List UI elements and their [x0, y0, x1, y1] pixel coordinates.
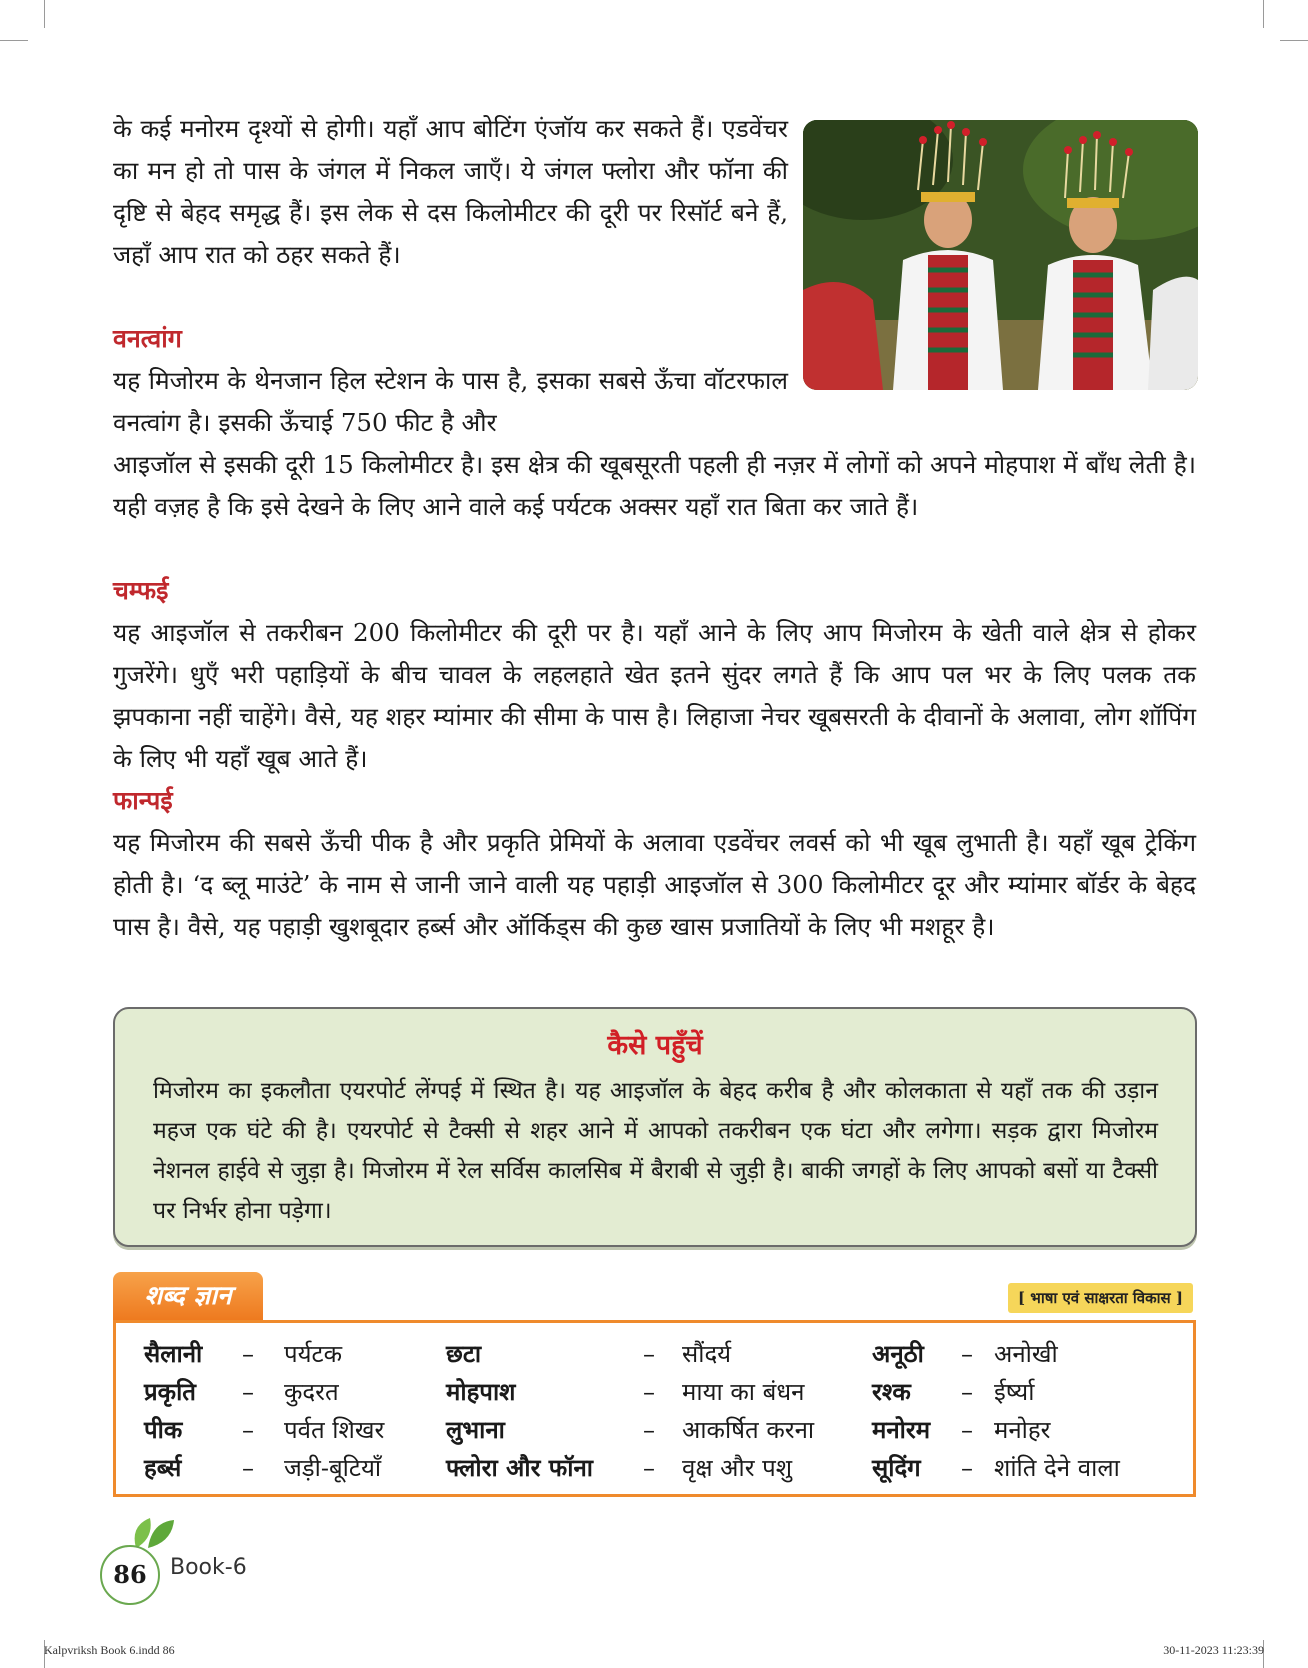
- vocab-meaning: पर्वत शिखर: [284, 1416, 385, 1444]
- vantawang-paragraph-top: यह मिजोरम के थेनजान हिल स्टेशन के पास है, इसका सबसे ऊँचा वॉटरफाल वनत्वांग है। इसकी ऊँचाई 750 फीट है और: [113, 366, 788, 437]
- vocab-dash: –: [643, 1340, 655, 1368]
- vocab-meaning: पर्यटक: [284, 1340, 343, 1368]
- vocab-term: लुभाना: [446, 1415, 505, 1444]
- vocab-dash: –: [961, 1416, 973, 1444]
- vocab-dash: –: [961, 1340, 973, 1368]
- vocab-meaning: मनोहर: [994, 1416, 1051, 1444]
- dancers-illustration: [803, 120, 1198, 390]
- vocab-row: [116, 1335, 1193, 1373]
- vocab-dash: –: [242, 1340, 254, 1368]
- vocab-dash: –: [643, 1454, 655, 1482]
- vocab-term: पीक: [144, 1415, 183, 1444]
- vocab-term: मनोरम: [872, 1415, 931, 1444]
- vocab-term: अनूठी: [872, 1339, 924, 1368]
- intro-paragraph: के कई मनोरम दृश्यों से होगी। यहाँ आप बोटिंग एंजॉय कर सकते हैं। एडवेंचर का मन हो तो पास के जंगल में निकल जाएँ। ये जंगल फ्लोरा और फॉना की दृष्टि से बेहद समृद्ध हैं। इस लेक से दस किलोमीटर की दूरी पर रिसॉर्ट बने हैं, जहाँ आप रात को ठहर सकते हैं।: [113, 114, 788, 269]
- vocab-dash: –: [643, 1416, 655, 1444]
- vocab-row: [116, 1411, 1193, 1449]
- vocab-dash: –: [643, 1378, 655, 1406]
- how-to-reach-text: मिजोरम का इकलौता एयरपोर्ट लेंग्पई में स्थित है। यह आइजॉल के बेहद करीब है और कोलकाता से यहाँ तक की उड़ान महज एक घंटे की है। एयरपोर्ट से टैक्सी से शहर आने में आपको तकरीबन एक घंटा और लगेगा। सड़क द्वारा मिजोरम नेशनल हाईवे से जुड़ा है। मिजोरम में रेल सर्विस कालसिब में बैराबी से जुड़ी है। बाकी जगहों के लिए आपको बसों या टैक्सी पर निर्भर होना पड़ेगा।: [153, 1078, 1158, 1224]
- vocab-term: फ्लोरा और फॉना: [446, 1453, 594, 1482]
- vocab-meaning: वृक्ष और पशु: [682, 1454, 793, 1482]
- vocab-meaning: ईर्ष्या: [994, 1378, 1035, 1406]
- vocab-meaning: आकर्षित करना: [682, 1416, 815, 1444]
- vocab-dash: –: [242, 1454, 254, 1482]
- phawngpui-heading: फान्पई: [113, 786, 173, 815]
- vantawang-paragraph-bottom: आइजॉल से इसकी दूरी 15 किलोमीटर है। इस क्षेत्र की खूबसूरती पहली ही नज़र में लोगों को अपने मोहपाश में बाँध लेती है। यही वज़ह है कि इसे देखने के लिए आने वाले कई पर्यटक अक्सर यहाँ रात बिता कर जाते हैं।: [113, 450, 1196, 521]
- vocab-term: हर्ब्स: [144, 1453, 182, 1482]
- vocabulary-tab: शब्द ज्ञान: [113, 1272, 263, 1320]
- vocab-term: सूदिंग: [872, 1453, 921, 1482]
- phawngpui-paragraph: यह मिजोरम की सबसे ऊँची पीक है और प्रकृति प्रेमियों के अलावा एडवेंचर लवर्स को भी खूब लुभाती है। यहाँ खूब ट्रेकिंग होती है। ‘द ब्लू माउंटे’ के नाम से जानी जाने वाली यह पहाड़ी आइजॉल से 300 किलोमीटर दूर और म्यांमार बॉर्डर के बेहद पास है। वैसे, यह पहाड़ी खुशबूदार हर्ब्स और ऑर्किड्स की कुछ खास प्रजातियों के लिए भी मशहूर है।: [113, 828, 1196, 941]
- champhai-paragraph: यह आइजॉल से तकरीबन 200 किलोमीटर की दूरी पर है। यहाँ आने के लिए आप मिजोरम के खेती वाले क्षेत्र से होकर गुजरेंगे। धुएँ भरी पहाड़ियों के बीच चावल के लहलहाते खेत इतने सुंदर लगते हैं कि आप पल भर के लिए पलक तक झपकाना नहीं चाहेंगे। वैसे, यह शहर म्यांमार की सीमा के पास है। लिहाजा नेचर खूबसरती के दीवानों के अलावा, लोग शॉपिंग के लिए भी यहाँ खूब आते हैं।: [113, 618, 1196, 773]
- vocab-meaning: जड़ी-बूटियाँ: [284, 1454, 382, 1482]
- vocab-meaning: माया का बंधन: [682, 1378, 805, 1406]
- vocab-term: रश्क: [872, 1377, 911, 1406]
- crop-mark: [1280, 40, 1308, 41]
- vocab-dash: –: [961, 1378, 973, 1406]
- vocab-term: मोहपाश: [446, 1377, 516, 1406]
- vocab-dash: –: [242, 1378, 254, 1406]
- vocabulary-box: [113, 1320, 1196, 1497]
- vocab-row: [116, 1373, 1193, 1411]
- vocab-meaning: अनोखी: [994, 1340, 1058, 1368]
- crop-mark: [1263, 0, 1264, 28]
- skill-tag: [ भाषा एवं साक्षरता विकास ]: [1008, 1283, 1193, 1313]
- vocab-term: प्रकृति: [144, 1377, 196, 1406]
- vantawang-heading: वनत्वांग: [113, 324, 182, 353]
- dancers-photo: [803, 120, 1198, 390]
- vocab-term: सैलानी: [144, 1339, 203, 1368]
- how-to-reach-box: [113, 1007, 1197, 1247]
- vocab-meaning: शांति देने वाला: [994, 1454, 1120, 1482]
- vocab-meaning: कुदरत: [284, 1378, 339, 1406]
- how-to-reach-title: कैसे पहुँचें: [607, 1030, 703, 1061]
- vocab-term: छटा: [446, 1339, 482, 1368]
- print-slug-file: Kalpvriksh Book 6.indd 86: [44, 1643, 175, 1657]
- crop-mark: [0, 40, 28, 41]
- champhai-heading: चम्फई: [113, 576, 169, 605]
- book-name: Book-6: [170, 1555, 247, 1580]
- vocab-row: [116, 1449, 1193, 1487]
- vocab-dash: –: [961, 1454, 973, 1482]
- print-slug-date: 30-11-2023 11:23:39: [1163, 1643, 1264, 1657]
- vocab-meaning: सौंदर्य: [682, 1340, 732, 1368]
- vocab-dash: –: [242, 1416, 254, 1444]
- page-number: 86: [100, 1545, 160, 1605]
- crop-mark: [44, 0, 45, 28]
